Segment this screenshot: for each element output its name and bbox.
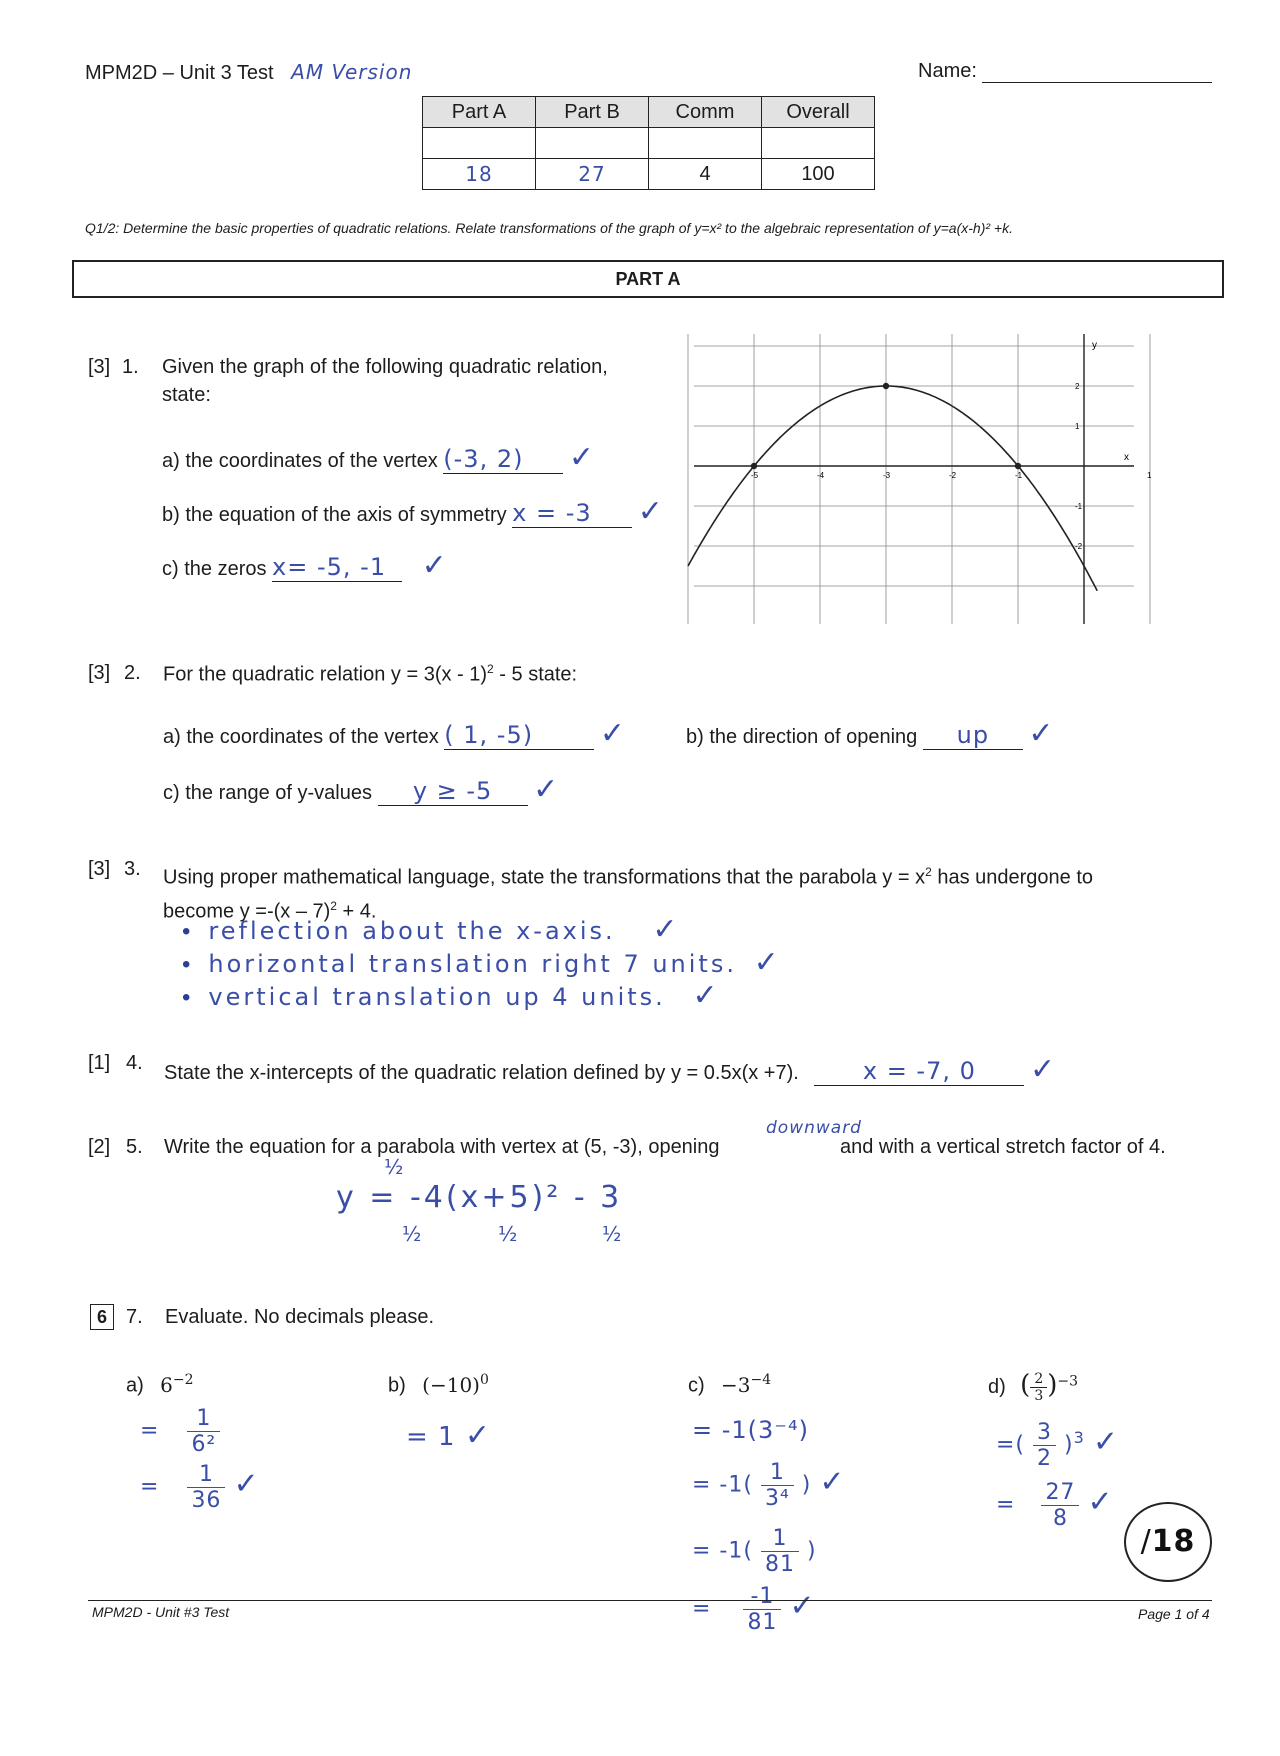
q2-text-post: - 5 state: <box>493 663 578 686</box>
q7b-exponent: 0 <box>479 1372 489 1388</box>
q7d-num-1: 3 <box>1033 1420 1056 1446</box>
name-line[interactable] <box>982 62 1212 83</box>
q7-mark: 6 <box>96 1307 107 1327</box>
q5-text-pre: Write the equation for a parabola with vertex at (5, -3), opening <box>164 1136 720 1158</box>
q3-exponent-2: 2 <box>330 898 337 913</box>
q2b-answer[interactable]: up <box>923 721 1023 750</box>
q7a-num-2: 1 <box>187 1462 225 1488</box>
check-mark-icon: ✓ <box>233 1466 260 1502</box>
score-value-row <box>423 159 875 190</box>
q7d-step-exponent: 3 <box>1073 1428 1085 1448</box>
q3-text2-post: + 4. <box>336 900 377 923</box>
check-mark-icon: ✓ <box>692 979 718 1012</box>
q7-number: 7. <box>126 1306 143 1328</box>
course-label: MPM2D – Unit 3 Test <box>85 62 274 84</box>
q7c-label: c) <box>688 1374 705 1397</box>
q7a-den-1: 6² <box>191 1432 217 1457</box>
q2-exponent: 2 <box>487 662 494 676</box>
q2-text-pre: For the quadratic relation y = 3(x - 1) <box>163 663 488 686</box>
q2b-question <box>686 716 1054 751</box>
q7c-den-2: 81 <box>764 1552 795 1577</box>
close-paren: ) <box>801 1472 812 1498</box>
q7c-question <box>688 1372 771 1398</box>
q7a-fraction-1 <box>187 1406 220 1457</box>
y-tick-label: -1 <box>1075 502 1083 511</box>
q7d-fraction-2 <box>1041 1480 1079 1531</box>
q3-answer-item <box>182 978 779 1011</box>
q1b-question <box>162 494 663 529</box>
equals-sign: = -1( <box>692 1472 753 1498</box>
score-header-part-b: Part B <box>536 97 649 128</box>
check-mark-icon: ✓ <box>637 495 663 528</box>
q4-mark: [1] <box>88 1052 111 1074</box>
q1a-question <box>162 440 594 475</box>
q3-text2-pre: become y =-(x – 7) <box>163 900 331 923</box>
q5-mark: [2] <box>88 1136 111 1158</box>
equals-sign: =( <box>996 1432 1026 1458</box>
footer-right: Page 1 of 4 <box>1138 1606 1210 1622</box>
close-paren: ) <box>1064 1432 1074 1458</box>
q5-half-mark: ½ <box>384 1155 405 1179</box>
q7a-question <box>126 1372 194 1398</box>
parabola-curve <box>688 386 1097 591</box>
equals-sign: = -1( <box>692 1538 753 1564</box>
name-label: Name: <box>918 60 977 82</box>
open-paren: ( <box>1020 1370 1031 1400</box>
q3-answer-item <box>182 945 779 978</box>
q7d-step1 <box>996 1420 1119 1471</box>
q1-mark: [3] <box>88 356 111 378</box>
score-header-part-a: Part A <box>423 97 536 128</box>
q7b-answer-text: = 1 <box>406 1422 456 1452</box>
q1c-answer[interactable]: x= -5, -1 <box>272 553 402 582</box>
bullet-icon: • <box>182 918 191 945</box>
q2-number: 2. <box>124 662 141 684</box>
check-mark-icon: ✓ <box>819 1464 846 1500</box>
q2a-answer[interactable]: ( 1, -5) <box>444 721 594 750</box>
q7d-base-fraction <box>1030 1371 1047 1404</box>
bullet-icon: • <box>182 984 191 1011</box>
q3-answer-text: vertical translation up 4 units. <box>208 983 666 1011</box>
y-axis-label: y <box>1092 340 1097 351</box>
q7c-num-2: 1 <box>761 1526 799 1552</box>
q7a-label: a) <box>126 1374 144 1397</box>
q2c-label: c) the range of y-values <box>163 782 372 804</box>
q7d-fraction-1 <box>1033 1420 1056 1471</box>
q4-number: 4. <box>126 1052 143 1074</box>
q7b-label: b) <box>388 1374 406 1397</box>
q7c-base: −3 <box>721 1372 751 1397</box>
q7d-question <box>988 1370 1078 1404</box>
bullet-icon: • <box>182 951 191 978</box>
q2c-answer[interactable]: y ≥ -5 <box>378 777 528 806</box>
score-blank-cell <box>423 128 536 159</box>
part-a-title: PART A <box>615 269 681 289</box>
y-tick-label: 2 <box>1075 382 1080 391</box>
q7-mark-box <box>90 1304 114 1330</box>
q1a-answer[interactable]: (-3, 2) <box>443 445 563 474</box>
q7d-num-2: 27 <box>1041 1480 1079 1506</box>
q5-half-mark: ½ <box>602 1222 623 1246</box>
part-a-banner <box>72 260 1224 298</box>
course-title <box>85 60 412 85</box>
score-part-a: 18 <box>423 159 536 190</box>
score-overall: 100 <box>762 159 875 190</box>
q3-mark: [3] <box>88 858 111 880</box>
q7a-step2 <box>140 1462 260 1513</box>
q5-answer: y = -4(x+5)² - 3 <box>336 1180 623 1215</box>
q7d-exponent: −3 <box>1057 1373 1079 1390</box>
total-score-circle <box>1124 1502 1212 1582</box>
q7d-den-1: 2 <box>1037 1446 1053 1471</box>
score-blank-cell <box>649 128 762 159</box>
q1-text-line1: Given the graph of the following quadratic relation, <box>162 356 608 378</box>
q7b-answer <box>406 1418 491 1453</box>
q7c-step2 <box>692 1460 846 1511</box>
x-tick-label: -4 <box>817 471 825 480</box>
q2-mark: [3] <box>88 662 111 684</box>
q7c-num-3: -1 <box>743 1584 781 1610</box>
q1b-label: b) the equation of the axis of symmetry <box>162 504 507 526</box>
q1c-label: c) the zeros <box>162 558 267 580</box>
equals-sign: = <box>692 1596 712 1622</box>
q7c-fraction-1 <box>761 1460 794 1511</box>
score-blank-cell <box>536 128 649 159</box>
q1-text-line2: state: <box>162 384 211 406</box>
check-mark-icon: ✓ <box>1087 1484 1114 1520</box>
total-score: 18 <box>1151 1524 1196 1559</box>
x-tick-label: 1 <box>1147 471 1152 480</box>
q7c-step3 <box>692 1526 817 1577</box>
x-tick-label: -1 <box>1015 471 1023 480</box>
close-paren: ) <box>806 1538 817 1564</box>
q7d-step2 <box>996 1480 1114 1531</box>
score-table <box>422 96 875 190</box>
check-mark-icon: ✓ <box>533 773 559 806</box>
x-tick-label: -2 <box>949 471 957 480</box>
y-tick-label: 1 <box>1075 422 1080 431</box>
slash-mark: / <box>1140 1524 1152 1559</box>
q7a-step1 <box>140 1406 220 1457</box>
score-blank-row <box>423 128 875 159</box>
q3-text-post: has undergone to <box>931 866 1094 889</box>
check-mark-icon: ✓ <box>464 1418 491 1453</box>
y-tick-label: -2 <box>1075 542 1083 551</box>
q7a-num-1: 1 <box>187 1406 220 1432</box>
check-mark-icon: ✓ <box>753 946 779 979</box>
q7a-exponent: −2 <box>172 1372 194 1388</box>
q4-answer[interactable]: x = -7, 0 <box>814 1057 1024 1086</box>
q7-text: Evaluate. No decimals please. <box>165 1306 435 1328</box>
q5-half-mark: ½ <box>498 1222 519 1246</box>
q5-inserted-word: downward <box>766 1118 862 1138</box>
q2-text <box>163 662 577 687</box>
q5-half-mark: ½ <box>402 1222 423 1246</box>
q3-answer-item <box>182 912 779 945</box>
close-paren: ) <box>1047 1370 1058 1400</box>
q7b-question <box>388 1372 489 1398</box>
q7c-fraction-3 <box>743 1584 781 1635</box>
check-mark-icon: ✓ <box>1092 1424 1119 1460</box>
objective-text: Q1/2: Determine the basic properties of quadratic relations. Relate transformations of the graph of y=x² to the algebraic representation of y=a(x-h)² +k. <box>85 220 1013 236</box>
check-mark-icon: ✓ <box>1028 717 1054 750</box>
check-mark-icon: ✓ <box>1029 1053 1056 1086</box>
q3-answers <box>182 912 779 1011</box>
check-mark-icon: ✓ <box>652 913 678 946</box>
version-handwritten: AM Version <box>291 60 413 84</box>
q4-question <box>164 1052 1055 1087</box>
q7c-den-1: 3⁴ <box>764 1486 790 1511</box>
q3-number: 3. <box>124 858 141 880</box>
q7a-fraction-2 <box>187 1462 225 1513</box>
score-blank-cell <box>762 128 875 159</box>
check-mark-icon: ✓ <box>789 1588 816 1624</box>
score-comm: 4 <box>649 159 762 190</box>
q7c-fraction-2 <box>761 1526 799 1577</box>
q7d-base-den: 3 <box>1034 1388 1044 1404</box>
q3-answer-text: reflection about the x-axis. <box>208 917 616 945</box>
q2a-question <box>163 716 625 751</box>
q5-text-post: and with a vertical stretch factor of 4. <box>840 1136 1166 1158</box>
q4-text: State the x-intercepts of the quadratic relation defined by y = 0.5x(x +7). <box>164 1062 799 1084</box>
q5-number: 5. <box>126 1136 143 1158</box>
q7d-den-2: 8 <box>1052 1506 1068 1531</box>
check-mark-icon: ✓ <box>599 717 625 750</box>
graph-axes <box>694 334 1134 624</box>
q3-answer-text: horizontal translation right 7 units. <box>208 950 737 978</box>
q7c-num-1: 1 <box>761 1460 794 1486</box>
q7c-step1: = -1(3⁻⁴) <box>692 1416 809 1444</box>
score-header-comm: Comm <box>649 97 762 128</box>
check-mark-icon: ✓ <box>568 441 594 474</box>
q7c-den-3: 81 <box>747 1610 778 1635</box>
score-header-row <box>423 97 875 128</box>
score-header-overall: Overall <box>762 97 875 128</box>
score-part-b: 27 <box>536 159 649 190</box>
q7d-base-num: 2 <box>1030 1371 1047 1388</box>
q3-exponent: 2 <box>925 865 932 879</box>
q7a-base: 6 <box>160 1372 173 1397</box>
q2c-question <box>163 772 558 807</box>
q1a-label: a) the coordinates of the vertex <box>162 450 438 472</box>
q1c-question <box>162 548 447 583</box>
equals-sign: = <box>140 1418 160 1444</box>
x-tick-label: -3 <box>883 471 891 480</box>
q1-number: 1. <box>122 356 139 378</box>
q2b-label: b) the direction of opening <box>686 726 918 748</box>
q3-text-pre: Using proper mathematical language, state the transformations that the parabola y = x <box>163 866 926 889</box>
x-tick-label: -5 <box>751 471 759 480</box>
equals-sign: = <box>140 1474 160 1500</box>
q2a-label: a) the coordinates of the vertex <box>163 726 439 748</box>
x-axis-label: x <box>1124 452 1129 463</box>
q7c-step4 <box>692 1584 816 1635</box>
name-field[interactable] <box>918 60 1212 83</box>
q7b-base: (−10) <box>422 1372 480 1397</box>
check-mark-icon: ✓ <box>421 549 447 582</box>
q7c-exponent: −4 <box>750 1372 772 1388</box>
q7a-den-2: 36 <box>191 1488 222 1513</box>
q7d-label: d) <box>988 1376 1006 1398</box>
parabola-graph <box>694 334 1152 624</box>
footer-left: MPM2D - Unit #3 Test <box>92 1604 230 1620</box>
equals-sign: = <box>996 1492 1016 1518</box>
footer-rule <box>88 1600 1212 1601</box>
q1b-answer[interactable]: x = -3 <box>512 499 632 528</box>
